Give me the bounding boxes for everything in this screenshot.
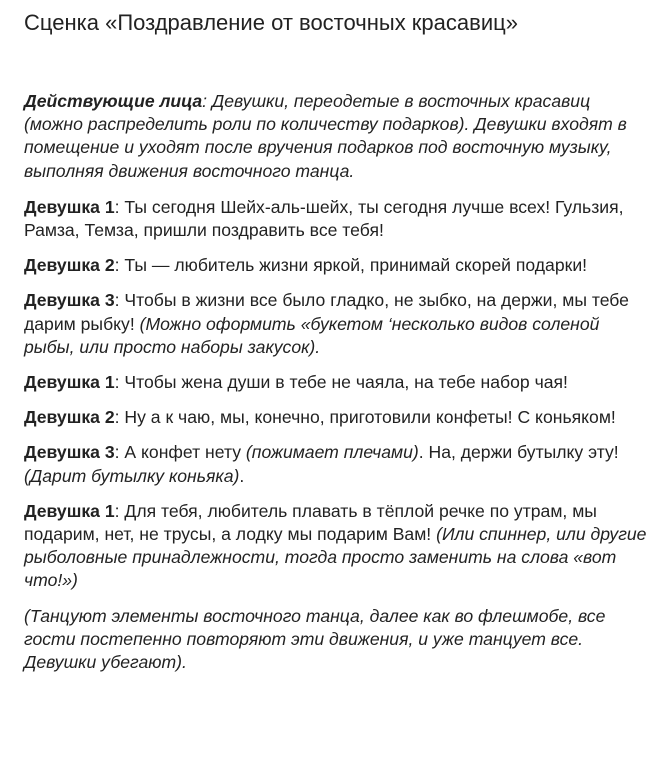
stage-note: (Можно оформить «букетом ‘несколько видов соленой рыбы, или просто наборы закусок). <box>24 313 600 357</box>
line-4 <box>24 371 648 394</box>
line-5 <box>24 406 648 429</box>
line-text: : Чтобы жена души в тебе не чаяла, на тебе набор чая! <box>114 372 568 393</box>
intro-paragraph <box>24 90 648 183</box>
line-6 <box>24 441 648 487</box>
article-body <box>24 90 648 686</box>
speaker: Девушка 1 <box>24 372 115 393</box>
speaker: Девушка 3 <box>24 290 115 311</box>
line-text: : Чтобы в жизни все было гладко, не зыбко, на держи, мы тебе дарим рыбку! <box>24 290 629 334</box>
stage-note: (Или спиннер, или другие рыболовные принадлежности, тогда просто заменить на слова «вот что!») <box>24 524 647 591</box>
speaker: Девушка 2 <box>24 255 115 276</box>
stage-note: (пожимает плечами) <box>245 442 419 463</box>
closing-paragraph: (Танцуют элементы восточного танца, далее как во флешмобе, все гости постепенно повторяют эти движения, и уже танцует все. Девушки убегают). <box>24 605 606 673</box>
line-text: : Ну а к чаю, мы, конечно, приготовили конфеты! С коньяком! <box>114 407 616 428</box>
speaker: Девушка 1 <box>24 196 115 217</box>
line-3 <box>24 289 648 359</box>
line-1 <box>24 196 648 242</box>
line-text-after-2: . <box>239 465 245 486</box>
line-text: : А конфет нету <box>114 442 246 463</box>
line-text: : Ты сегодня Шейх-аль-шейх, ты сегодня лучше всех! Гульзия, Рамза, Темза, пришли поздравить все тебя! <box>24 196 624 241</box>
speaker: Девушка 3 <box>24 442 115 463</box>
speaker: Девушка 1 <box>24 500 115 521</box>
page-title: Сценка «Поздравление от восточных красавиц» <box>24 10 518 35</box>
intro-label: Действующие лица <box>24 91 203 111</box>
line-text: : Для тебя, любитель плавать в тёплой речке по утрам, мы подарим, нет, не трусы, а лодку мы подарим Вам! <box>24 500 597 545</box>
speaker: Девушка 2 <box>24 407 115 428</box>
line-2 <box>24 254 648 277</box>
intro-text: : Девушки, переодетые в восточных красавиц (можно распределить роли по количеству подарков). Девушки входят в помещение и уходят после вручения подарков под восточную музыку, выполняя движения восточного танца. <box>24 91 627 181</box>
line-text: : Ты — любитель жизни яркой, принимай скорей подарки! <box>114 255 588 276</box>
line-7 <box>24 500 648 593</box>
line-text-after: . На, держи бутылку эту! <box>418 442 619 463</box>
stage-note-2: (Дарит бутылку коньяка) <box>24 465 240 486</box>
